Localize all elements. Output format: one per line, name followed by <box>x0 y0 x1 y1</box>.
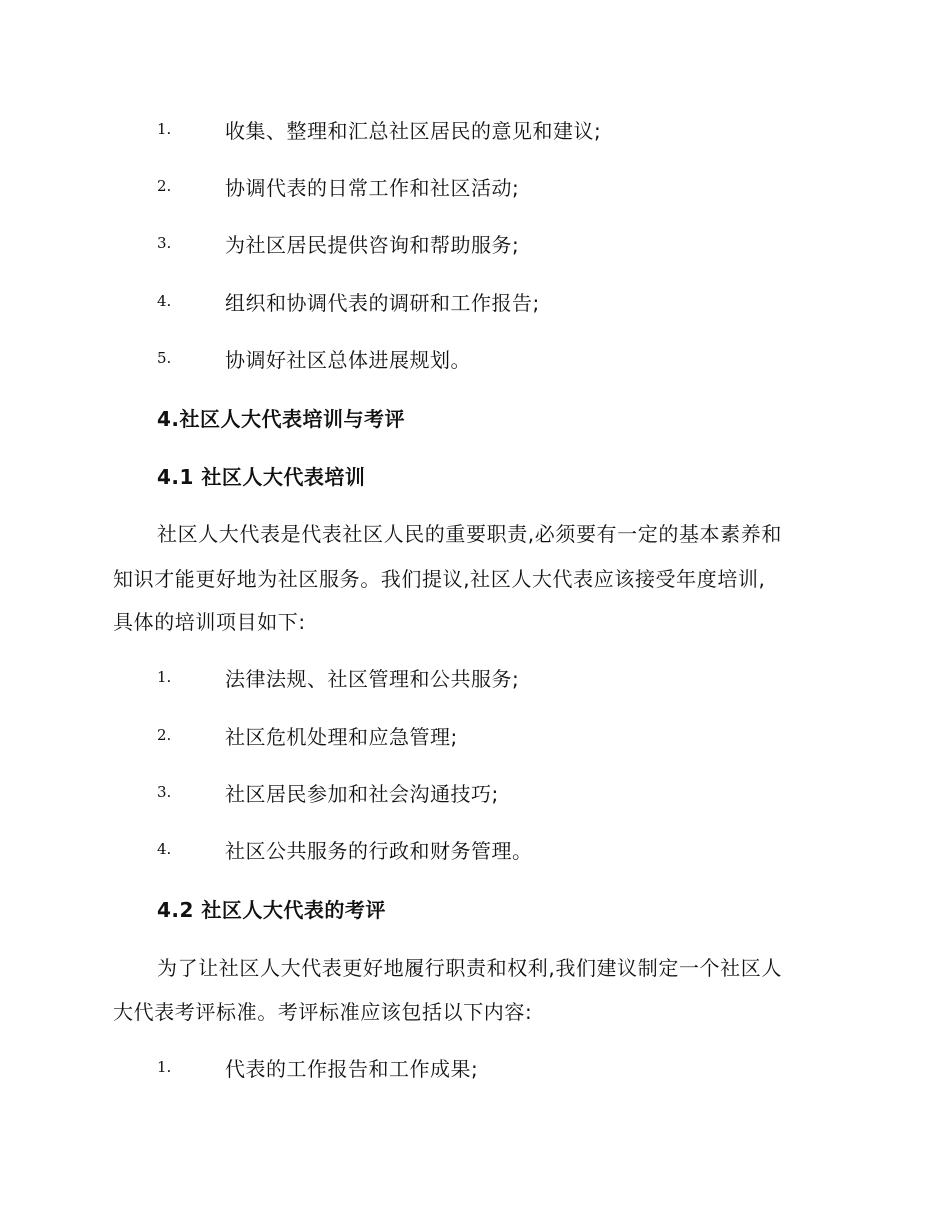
paragraph-line: 为了让社区人大代表更好地履行职责和权利,我们建议制定一个社区人 <box>157 956 782 980</box>
list-item <box>157 777 857 807</box>
list-text: 社区公共服务的行政和财务管理。 <box>225 838 533 863</box>
list-item <box>157 1052 857 1082</box>
list-item <box>157 662 857 692</box>
section-heading: 4.社区人大代表培训与考评 <box>157 407 406 431</box>
paragraph-line: 具体的培训项目如下: <box>113 610 306 634</box>
list-text: 社区危机处理和应急管理; <box>225 724 458 749</box>
list-item <box>157 228 857 258</box>
list-text: 社区居民参加和社会沟通技巧; <box>225 781 499 806</box>
list-number: 2. <box>157 177 172 195</box>
paragraph-line: 大代表考评标准。考评标准应该包括以下内容: <box>113 1000 533 1024</box>
list-number: 3. <box>157 783 172 801</box>
list-item <box>157 171 857 201</box>
list-number: 1. <box>157 120 172 138</box>
list-text: 为社区居民提供咨询和帮助服务; <box>225 232 520 257</box>
paragraph-line: 社区人大代表是代表社区人民的重要职责,必须要有一定的基本素养和 <box>157 522 782 546</box>
list-text: 代表的工作报告和工作成果; <box>225 1056 479 1081</box>
paragraph-line: 知识才能更好地为社区服务。我们提议,社区人大代表应该接受年度培训, <box>113 567 766 591</box>
list-text: 法律法规、社区管理和公共服务; <box>225 666 520 691</box>
list-item <box>157 834 857 864</box>
list-number: 3. <box>157 234 172 252</box>
list-number: 2. <box>157 726 172 744</box>
list-number: 4. <box>157 292 172 310</box>
list-number: 1. <box>157 1058 172 1076</box>
list-number: 1. <box>157 668 172 686</box>
list-text: 协调好社区总体进展规划。 <box>225 347 471 372</box>
list-text: 收集、整理和汇总社区居民的意见和建议; <box>225 118 602 143</box>
list-number: 5. <box>157 349 172 367</box>
subsection-heading: 4.1 社区人大代表培训 <box>157 465 366 489</box>
list-item <box>157 720 857 750</box>
list-item <box>157 114 857 144</box>
list-item <box>157 343 857 373</box>
list-text: 协调代表的日常工作和社区活动; <box>225 175 520 200</box>
subsection-heading: 4.2 社区人大代表的考评 <box>157 898 386 922</box>
list-number: 4. <box>157 840 172 858</box>
list-item <box>157 286 857 316</box>
list-text: 组织和协调代表的调研和工作报告; <box>225 290 540 315</box>
